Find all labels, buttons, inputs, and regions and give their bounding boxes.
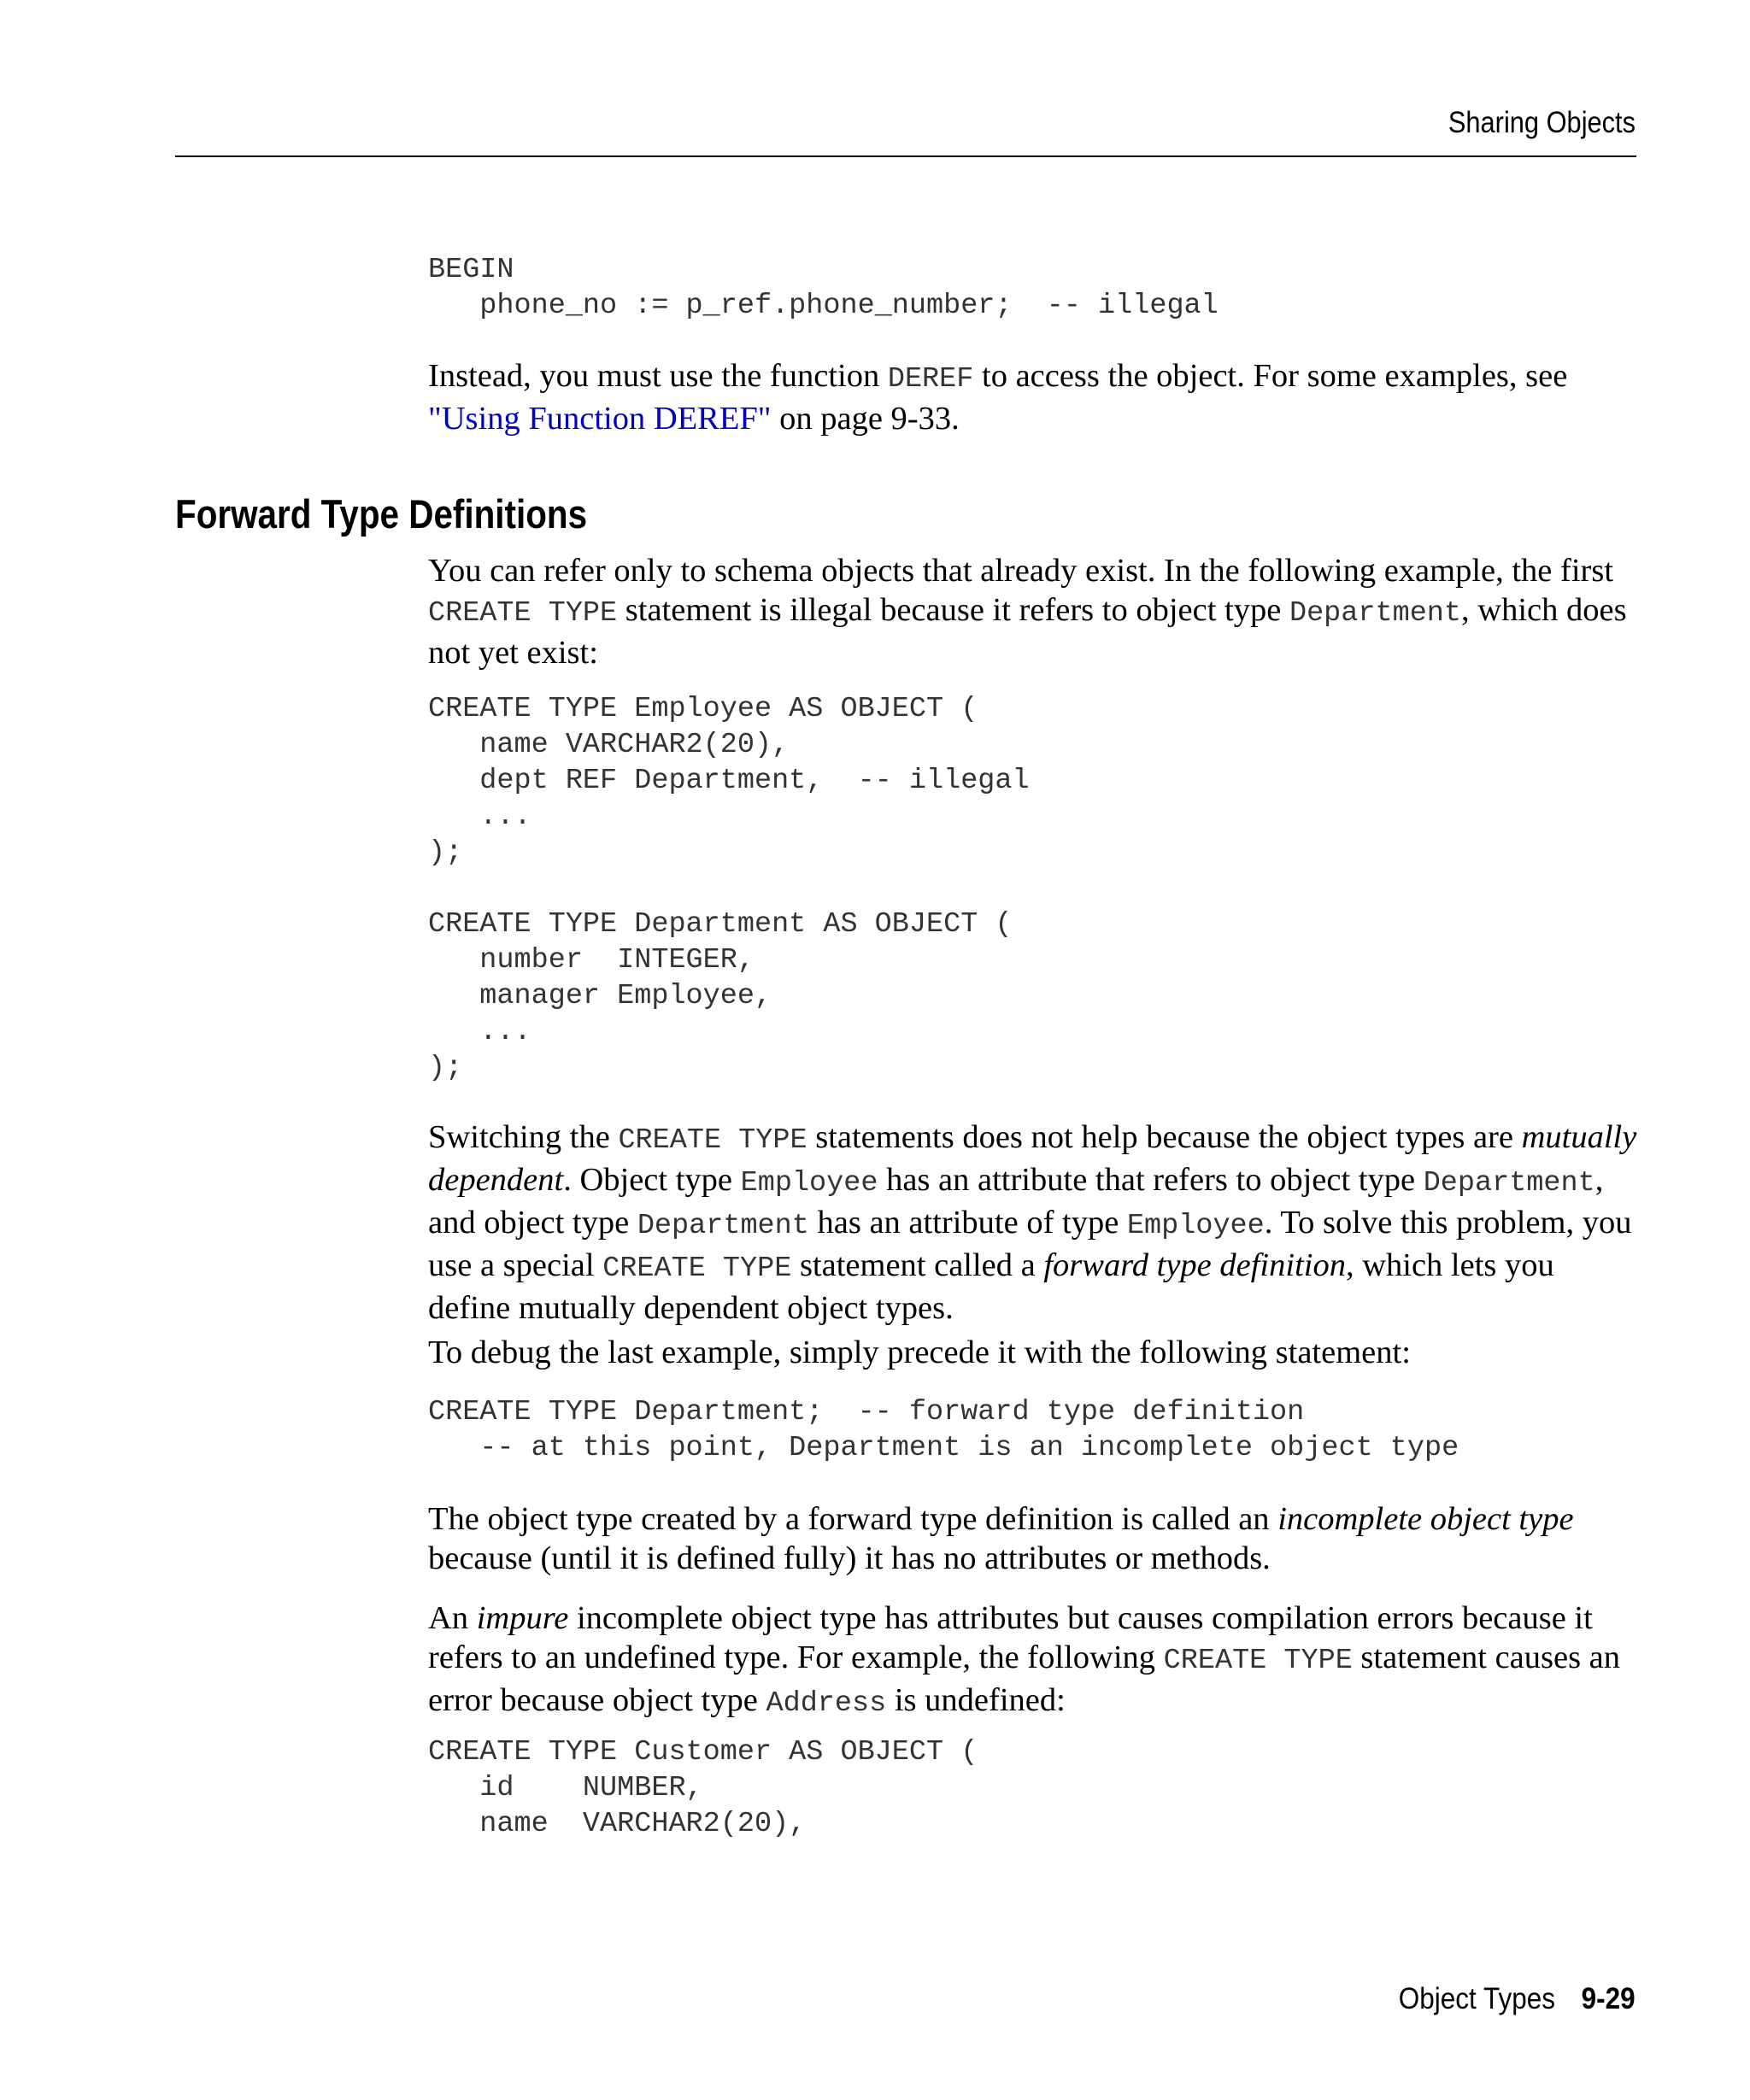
inline-code: CREATE TYPE xyxy=(428,597,618,630)
text-run: , and object type xyxy=(428,1162,1604,1241)
code-block-forward-definition: CREATE TYPE Department; -- forward type definition -- at this point, Department is an incomplete object type xyxy=(428,1396,1459,1464)
text-run: , which lets you define mutually dependent object types. xyxy=(428,1247,1554,1326)
page-number: 9-29 xyxy=(1581,1982,1635,2015)
text-run: statement causes an error because object type xyxy=(428,1640,1621,1718)
text-run: to access the object. For some examples, see xyxy=(973,358,1568,394)
emphasis: impure xyxy=(476,1600,569,1636)
text-run: incomplete object type has attributes but causes compilation errors because it refers to an undefined type. For example, the following xyxy=(428,1600,1593,1675)
inline-code: Employee xyxy=(740,1167,878,1200)
text-run: . Object type xyxy=(563,1162,741,1198)
inline-code: CREATE TYPE xyxy=(1163,1645,1353,1677)
paragraph-mutually-dependent xyxy=(428,1117,1641,1328)
paragraph-impure xyxy=(428,1598,1641,1723)
inline-code: CREATE TYPE xyxy=(618,1124,807,1157)
running-header-title: Sharing Objects xyxy=(1448,106,1635,139)
code-block-department: CREATE TYPE Department AS OBJECT ( number INTEGER, manager Employee, ... ); xyxy=(428,908,1013,1084)
text-run: on page 9-33. xyxy=(771,401,960,437)
paragraph-incomplete-type xyxy=(428,1499,1641,1578)
inline-code: Department xyxy=(637,1210,809,1242)
emphasis: mutually dependent xyxy=(428,1119,1637,1198)
text-run: because (until it is defined fully) it has no attributes or methods. xyxy=(428,1540,1271,1576)
paragraph-debug: To debug the last example, simply precede it with the following statement: xyxy=(428,1334,1411,1370)
text-run: , which does not yet exist: xyxy=(428,592,1627,671)
footer-chapter-title: Object Types xyxy=(1399,1982,1556,2015)
paragraph-deref xyxy=(428,356,1641,438)
paragraph-schema-objects xyxy=(428,551,1641,672)
text-run: statement called a xyxy=(791,1247,1044,1283)
text-run: Switching the xyxy=(428,1119,619,1155)
inline-code: CREATE TYPE xyxy=(602,1252,792,1285)
header-rule xyxy=(175,155,1636,157)
inline-code: Employee xyxy=(1126,1210,1265,1242)
emphasis: incomplete object type xyxy=(1277,1501,1574,1537)
text-run: has an attribute that refers to object type xyxy=(878,1162,1424,1198)
text-run: You can refer only to schema objects that already exist. In the following example, the first xyxy=(428,553,1614,589)
section-heading: Forward Type Definitions xyxy=(175,491,588,537)
code-block-begin: BEGIN phone_no := p_ref.phone_number; -- illegal xyxy=(428,254,1219,322)
using-function-deref-link[interactable]: "Using Function DEREF" xyxy=(428,401,772,437)
emphasis: forward type definition xyxy=(1043,1247,1346,1283)
inline-code: Address xyxy=(766,1687,887,1720)
text-run: is undefined: xyxy=(886,1682,1066,1718)
text-run: The object type created by a forward type definition is called an xyxy=(428,1501,1278,1537)
text-run: has an attribute of type xyxy=(808,1205,1127,1241)
text-run: Instead, you must use the function xyxy=(428,358,888,394)
code-block-customer: CREATE TYPE Customer AS OBJECT ( id NUMBER, name VARCHAR2(20), xyxy=(428,1736,978,1840)
inline-code: DEREF xyxy=(887,363,974,396)
page-footer xyxy=(1399,1982,1635,2016)
code-block-employee: CREATE TYPE Employee AS OBJECT ( name VARCHAR2(20), dept REF Department, -- illegal ... ); xyxy=(428,693,1030,869)
inline-code: Department xyxy=(1289,597,1462,630)
text-run: . To solve this problem, you use a special xyxy=(428,1205,1632,1283)
text-run: An xyxy=(428,1600,477,1636)
text-run: statement is illegal because it refers to object type xyxy=(617,592,1289,628)
inline-code: Department xyxy=(1423,1167,1595,1200)
text-run: statements does not help because the object types are xyxy=(807,1119,1522,1155)
